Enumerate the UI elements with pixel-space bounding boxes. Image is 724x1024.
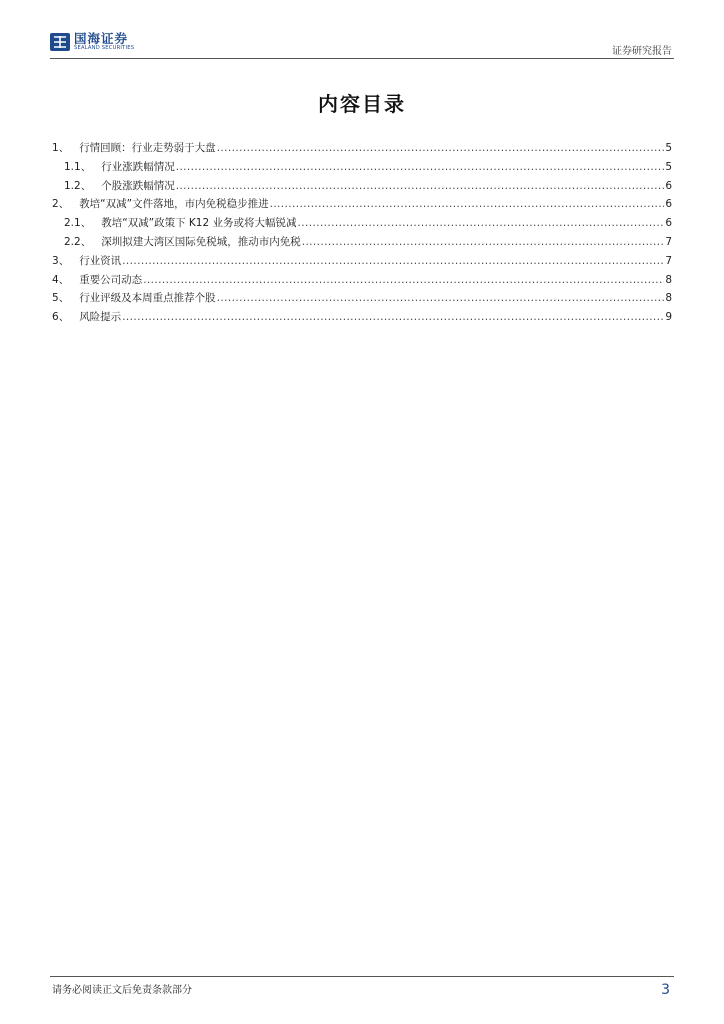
toc-entry-page: 8 — [665, 273, 672, 286]
toc-entry[interactable] — [52, 272, 672, 291]
toc-entry-label: 行业涨跌幅情况 — [101, 160, 175, 173]
toc-entry-separator: 、 — [80, 179, 92, 192]
toc-entry-page: 7 — [665, 235, 672, 248]
toc-title: 内容目录 — [318, 92, 406, 116]
toc-entry-label: 风险提示 — [79, 311, 122, 324]
toc-entry-separator: 、 — [58, 311, 70, 324]
toc-entry-separator: 、 — [80, 160, 92, 173]
toc-dot-leader — [176, 180, 665, 192]
toc-entry-number: 1.1 — [64, 160, 81, 173]
toc-dot-leader — [270, 198, 665, 210]
toc-entry[interactable] — [52, 253, 672, 272]
toc-entry-label: 教培“双减”文件落地，市内免税稳步推进 — [79, 198, 269, 211]
header-divider — [50, 58, 674, 59]
toc-entry-separator: 、 — [58, 198, 70, 211]
toc-entry-number: 2 — [52, 198, 59, 211]
toc-entry-label: 个股涨跌幅情况 — [101, 179, 175, 192]
company-logo — [50, 32, 134, 52]
toc-entry-number: 2.2 — [64, 235, 81, 248]
toc-dot-leader — [217, 142, 665, 154]
toc-entry-page: 7 — [665, 254, 672, 267]
toc-entry-separator: 、 — [58, 142, 70, 154]
toc-dot-leader — [176, 161, 665, 173]
toc-entry-page: 5 — [665, 142, 672, 154]
toc-entry-separator: 、 — [58, 273, 70, 286]
toc-entry[interactable] — [52, 140, 672, 159]
toc-dot-leader — [122, 255, 664, 267]
toc-entry-page: 5 — [665, 160, 672, 173]
toc-dot-leader — [298, 217, 665, 229]
toc-entry-label: 教培“双减”政策下 K12 业务或将大幅锐减 — [101, 217, 297, 230]
toc-dot-leader — [143, 274, 664, 286]
toc-dot-leader — [122, 311, 664, 323]
disclaimer-note: 请务必阅读正文后免责条款部分 — [52, 985, 192, 996]
toc-entry-separator: 、 — [80, 217, 92, 230]
toc-entry[interactable] — [52, 196, 672, 215]
toc-dot-leader — [217, 292, 665, 304]
footer-divider — [50, 976, 674, 977]
toc-entry-separator: 、 — [58, 254, 70, 267]
toc-entry[interactable] — [52, 234, 672, 253]
toc-entry-number: 3 — [52, 254, 59, 267]
sealand-logo-icon — [50, 33, 70, 51]
toc-entry[interactable] — [52, 215, 672, 234]
toc-entry-number: 1 — [52, 142, 59, 154]
toc-entry-label: 深圳拟建大湾区国际免税城，推动市内免税 — [101, 235, 301, 248]
toc-entry-number: 5 — [52, 292, 59, 305]
toc-entry-label: 行业评级及本周重点推荐个股 — [79, 292, 216, 305]
toc-entry-page: 6 — [665, 198, 672, 211]
page-header — [50, 30, 674, 58]
toc-entry-label: 行业资讯 — [79, 254, 122, 267]
table-of-contents — [52, 140, 672, 328]
logo-english-name: SEALAND SECURITIES — [74, 45, 135, 51]
toc-entry-number: 1.2 — [64, 179, 81, 192]
toc-entry-label: 行情回顾：行业走势弱于大盘 — [79, 142, 216, 154]
toc-entry-page: 6 — [665, 217, 672, 230]
toc-entry-page: 9 — [665, 311, 672, 324]
toc-entry-page: 8 — [665, 292, 672, 305]
toc-entry-label: 重要公司动态 — [79, 273, 143, 286]
toc-entry[interactable] — [52, 159, 672, 178]
toc-entry[interactable] — [52, 309, 672, 328]
document-type-label: 证券研究报告 — [612, 46, 672, 57]
toc-entry-number: 4 — [52, 273, 59, 286]
toc-entry[interactable] — [52, 178, 672, 197]
toc-entry-separator: 、 — [58, 292, 70, 305]
page-number: 3 — [661, 982, 670, 998]
toc-dot-leader — [302, 236, 665, 248]
toc-entry-number: 2.1 — [64, 217, 81, 230]
toc-entry-page: 6 — [665, 179, 672, 192]
logo-chinese-name: 国海证券 — [74, 31, 129, 46]
toc-entry[interactable] — [52, 290, 672, 309]
toc-entry-separator: 、 — [80, 235, 92, 248]
toc-entry-number: 6 — [52, 311, 59, 324]
